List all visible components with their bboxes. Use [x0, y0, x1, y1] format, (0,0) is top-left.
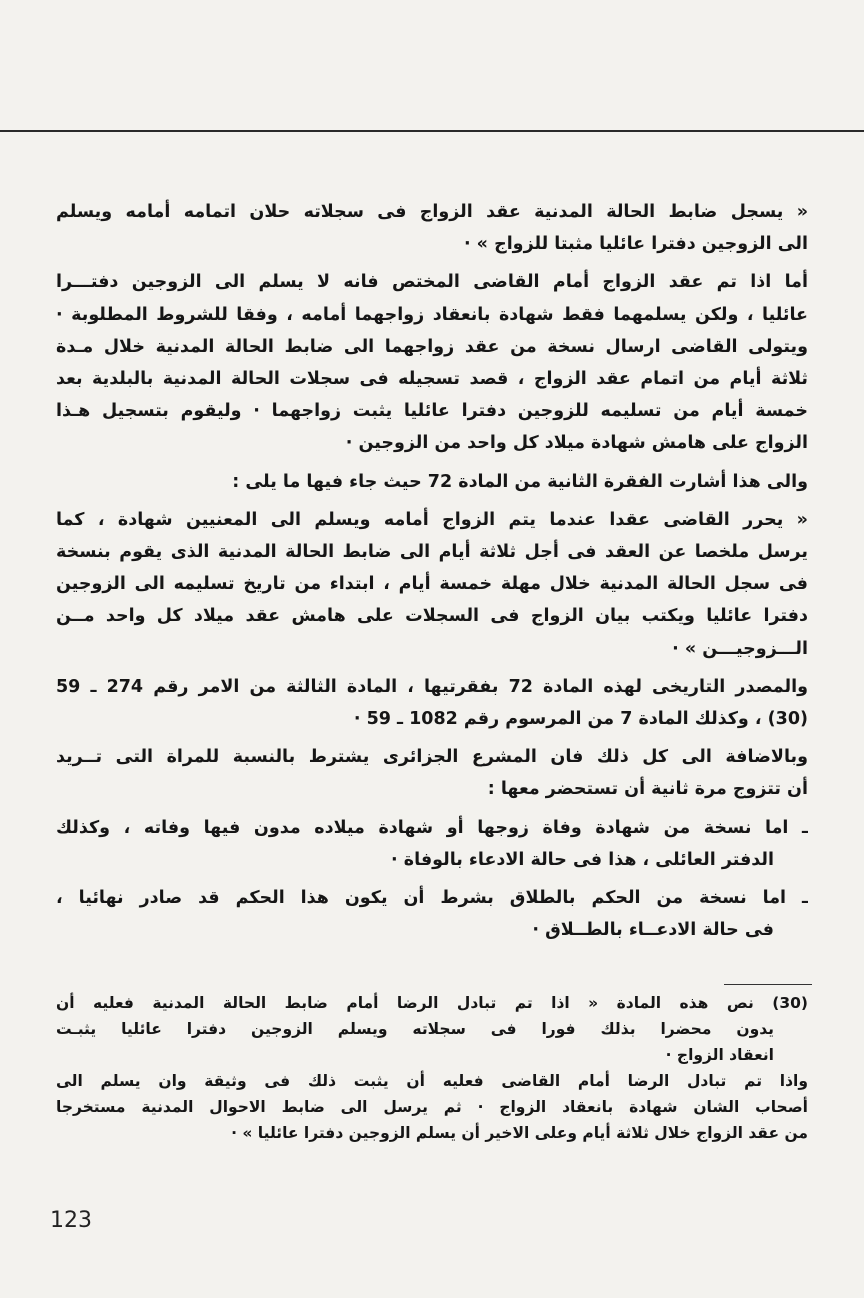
text-line: الدفتر العائلى ، هذا فى حالة الادعاء بالوفاة · [391, 849, 774, 870]
paragraph-6 [56, 741, 808, 805]
bullet-item-1 [56, 812, 808, 876]
paragraph-5 [56, 671, 808, 735]
text-line: ـ اما نسخة من شهادة وفاة زوجها أو شهادة ميلاده مدون فيها وفاته ، وكذلك [56, 817, 808, 838]
footnote-line: أصحاب الشان شهادة بانعقاد الزواج · ثم يرسل الى ضابط الاحوال المدنية مستخرجا [56, 1098, 808, 1116]
text-line: دفترا عائليا ويكتب بيان الزواج فى السجلات على هامش عقد ميلاد كل واحد مــن [56, 606, 808, 627]
text-line: خمسة أيام من تسليمه للزوجين دفترا عائليا يثبت زواجهما · وليقوم بتسجيل هـذا [56, 401, 808, 422]
text-line: الزواج على هامش شهادة ميلاد كل واحد من الزوجين · [345, 433, 808, 454]
footnote-line: (30) نص هذه المادة « اذا تم تبادل الرضا أمام ضابط الحالة المدنية فعليه أن [56, 994, 808, 1012]
text-line: وبالاضافة الى كل ذلك فان المشرع الجزائرى يشترط بالنسبة للمراة التى تــريد [56, 747, 808, 768]
text-line: والى هذا أشارت الفقرة الثانية من المادة 72 حيث جاء فيها ما يلى : [232, 471, 808, 492]
text-line: والمصدر التاريخى لهذه المادة 72 بفقرتيها ، المادة الثالثة من الامر رقم 274 ـ 59 [56, 676, 808, 697]
footnote-line: انعقاد الزواج · [665, 1046, 774, 1064]
text-line: ويتولى القاضى ارسال نسخة من عقد زواجهما الى ضابط الحالة المدنية خلال مـدة [56, 336, 808, 357]
text-line: عائليا ، ولكن يسلمهما فقط شهادة بانعقاد زواجهما أمامه ، وفقا للشروط المطلوبة · [56, 304, 808, 325]
text-line: أن تتزوج مرة ثانية أن تستحضر معها : [487, 779, 808, 800]
footnote-line: من عقد الزواج خلال ثلاثة أيام وعلى الاخير أن يسلم الزوجين دفترا عائليا » · [231, 1124, 808, 1142]
text-line: ـ اما نسخة من الحكم بالطلاق بشرط أن يكون هذا الحكم قد صادر نهائيا ، [56, 888, 808, 909]
text-line: فى سجل الحالة المدنية خلال مهلة خمسة أيام ، ابتداء من تاريخ تسليمه الى الزوجين [56, 574, 808, 595]
text-line: « يحرر القاضى عقدا عندما يتم الزواج أمامه ويسلم الى المعنيين شهادة ، كما [56, 509, 808, 530]
paragraph-4 [56, 504, 808, 665]
paragraph-3 [56, 466, 808, 498]
text-line: ثلاثة أيام من اتمام عقد الزواج ، قصد تسجيله فى سجلات الحالة المدنية بالبلدية بعد [56, 369, 808, 390]
text-line: الى الزوجين دفترا عائليا مثبتا للزواج » · [463, 234, 808, 255]
bullet-item-2 [56, 882, 808, 946]
text-line: فى حالة الادعــاء بالطــلاق · [532, 920, 774, 941]
main-text [56, 196, 808, 952]
footnote-line: يدون محضرا بذلك فورا فى سجلاته ويسلم الزوجين دفترا عائليا يثبـت [56, 1020, 774, 1038]
footnote-continuation [56, 1068, 808, 1146]
text-line: يرسل ملخصا عن العقد فى أجل ثلاثة أيام الى ضابط الحالة المدنية الذى يقوم بنسخة [56, 542, 808, 563]
text-line: أما اذا تم عقد الزواج أمام القاضى المختص فانه لا يسلم الى الزوجين دفتـــرا [56, 272, 808, 293]
footnote-line: واذا تم تبادل الرضا أمام القاضى فعليه أن يثبت ذلك فى وثيقة وان يسلم الى [56, 1072, 808, 1090]
footnotes [56, 990, 808, 1146]
footnote-rule [724, 984, 812, 985]
text-line: الـــزوجيـــن » · [672, 638, 808, 659]
text-line: « يسجل ضابط الحالة المدنية عقد الزواج فى سجلاته حلان اتمامه أمامه ويسلم [56, 202, 808, 222]
footnote-30 [56, 990, 808, 1068]
text-line: (30) ، وكذلك المادة 7 من المرسوم رقم 1082 ـ 59 · [353, 709, 808, 730]
paragraph-2 [56, 266, 808, 459]
page-number: 123 [50, 1208, 92, 1233]
paragraph-1 [56, 196, 808, 260]
header-rule [0, 130, 864, 132]
